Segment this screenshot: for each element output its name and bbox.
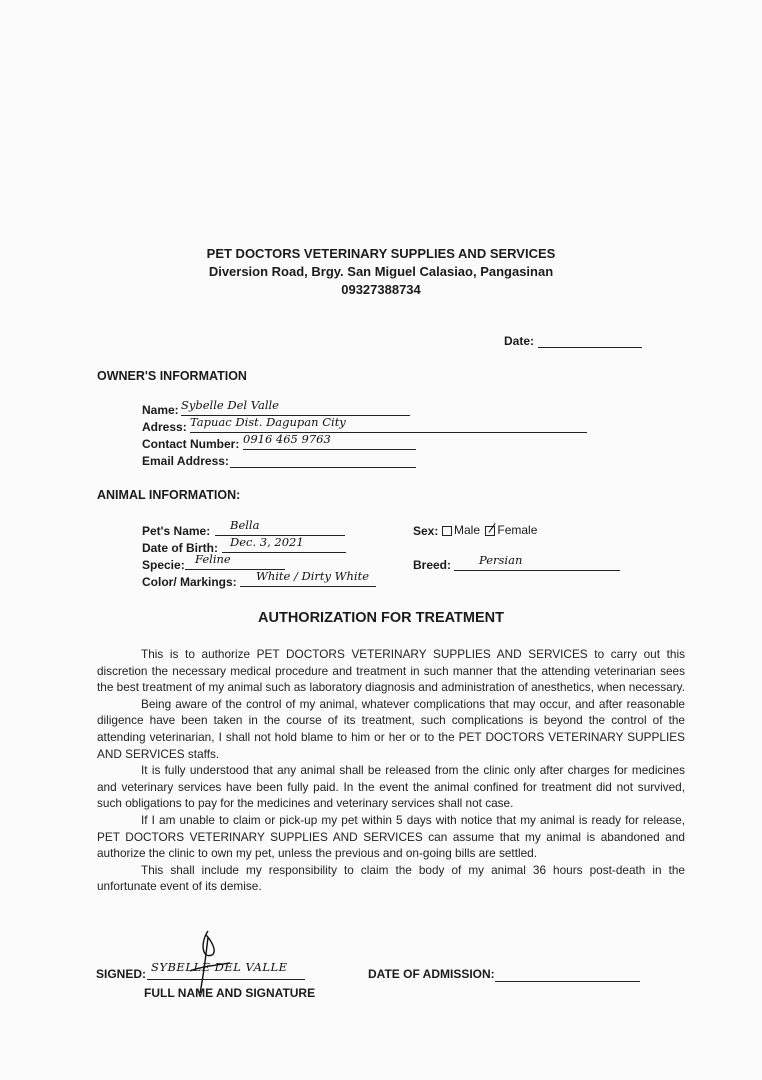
pet-name-field[interactable]: Bella xyxy=(215,518,345,536)
male-checkbox[interactable] xyxy=(442,526,452,536)
owner-name-field[interactable]: Sybelle Del Valle xyxy=(181,398,410,416)
female-checkbox-checked[interactable] xyxy=(485,526,495,536)
admission-label: DATE OF ADMISSION: xyxy=(368,967,495,981)
paragraph-2: Being aware of the control of my animal, whatever complications that may occur, and after reasonable diligence have been taken in the course of its treatment, such complications is beyond the control of the attending veterinarian, I shall not hold blame to him or her or to the PET DOCTORS VETERINARY SUPPLIES AND SERVICES staffs. xyxy=(97,696,685,761)
dob-field[interactable]: Dec. 3, 2021 xyxy=(222,535,346,553)
owner-email-field[interactable] xyxy=(230,450,416,468)
owner-address-label: Adress: xyxy=(142,420,187,434)
sex-label: Sex: xyxy=(413,524,439,538)
owner-section-title: OWNER'S INFORMATION xyxy=(97,369,247,383)
admission-field[interactable] xyxy=(495,964,640,982)
signed-field[interactable]: SYBELLE DEL VALLE xyxy=(147,960,305,980)
owner-contact-field[interactable]: 0916 465 9763 xyxy=(243,432,416,450)
male-label: Male xyxy=(454,523,481,537)
dob-label: Date of Birth: xyxy=(142,541,218,555)
authorization-title: AUTHORIZATION FOR TREATMENT xyxy=(258,610,504,626)
business-name: PET DOCTORS VETERINARY SUPPLIES AND SERVICES xyxy=(206,246,556,261)
owner-address-field[interactable]: Tapuac Dist. Dagupan City xyxy=(190,415,587,433)
authorization-body xyxy=(97,646,685,895)
breed-label: Breed: xyxy=(413,558,452,572)
owner-contact-label: Contact Number: xyxy=(142,437,240,451)
business-phone: 09327388734 xyxy=(341,282,421,297)
paragraph-1: This is to authorize PET DOCTORS VETERINARY SUPPLIES AND SERVICES to carry out this discretion the necessary medical procedure and treatment in such manner that the attending veterinarian sees the best treatment of my animal such as laboratory diagnosis and administration of anesthetics, when necessary. xyxy=(97,647,685,695)
breed-field[interactable]: Persian xyxy=(454,553,620,571)
date-field[interactable] xyxy=(538,333,642,348)
owner-name-label: Name: xyxy=(142,403,179,417)
date-label: Date: xyxy=(504,334,535,348)
specie-label: Specie: xyxy=(142,558,185,572)
color-label: Color/ Markings: xyxy=(142,575,237,589)
color-field[interactable]: White / Dirty White xyxy=(240,569,376,587)
specie-field[interactable]: Feline xyxy=(185,552,285,570)
sex-options xyxy=(440,523,537,537)
business-address: Diversion Road, Brgy. San Miguel Calasiao, Pangasinan xyxy=(208,264,554,279)
signature-caption: FULL NAME AND SIGNATURE xyxy=(144,986,316,1000)
female-label: Female xyxy=(497,523,538,537)
paragraph-4: If I am unable to claim or pick-up my pet within 5 days with notice that my animal is ready for release, PET DOCTORS VETERINARY SUPPLIES AND SERVICES can assume that my animal is abandoned and authorize the clinic to own my pet, unless the previous and on-going bills are settled. xyxy=(97,812,685,861)
animal-section-title: ANIMAL INFORMATION: xyxy=(97,488,241,502)
paragraph-3: It is fully understood that any animal shall be released from the clinic only after charges for medicines and veterinary services have been fully paid. In the event the animal confined for treatment did not survived, such obligations to pay for the medicines and veterinary services shall not case. xyxy=(97,763,685,811)
pet-name-label: Pet's Name: xyxy=(142,524,211,538)
owner-email-label: Email Address: xyxy=(142,454,229,468)
signed-label: SIGNED: xyxy=(96,967,147,981)
paragraph-5: This shall include my responsibility to claim the body of my animal 36 hours post-death in the unfortunate event of its demise. xyxy=(97,862,685,894)
